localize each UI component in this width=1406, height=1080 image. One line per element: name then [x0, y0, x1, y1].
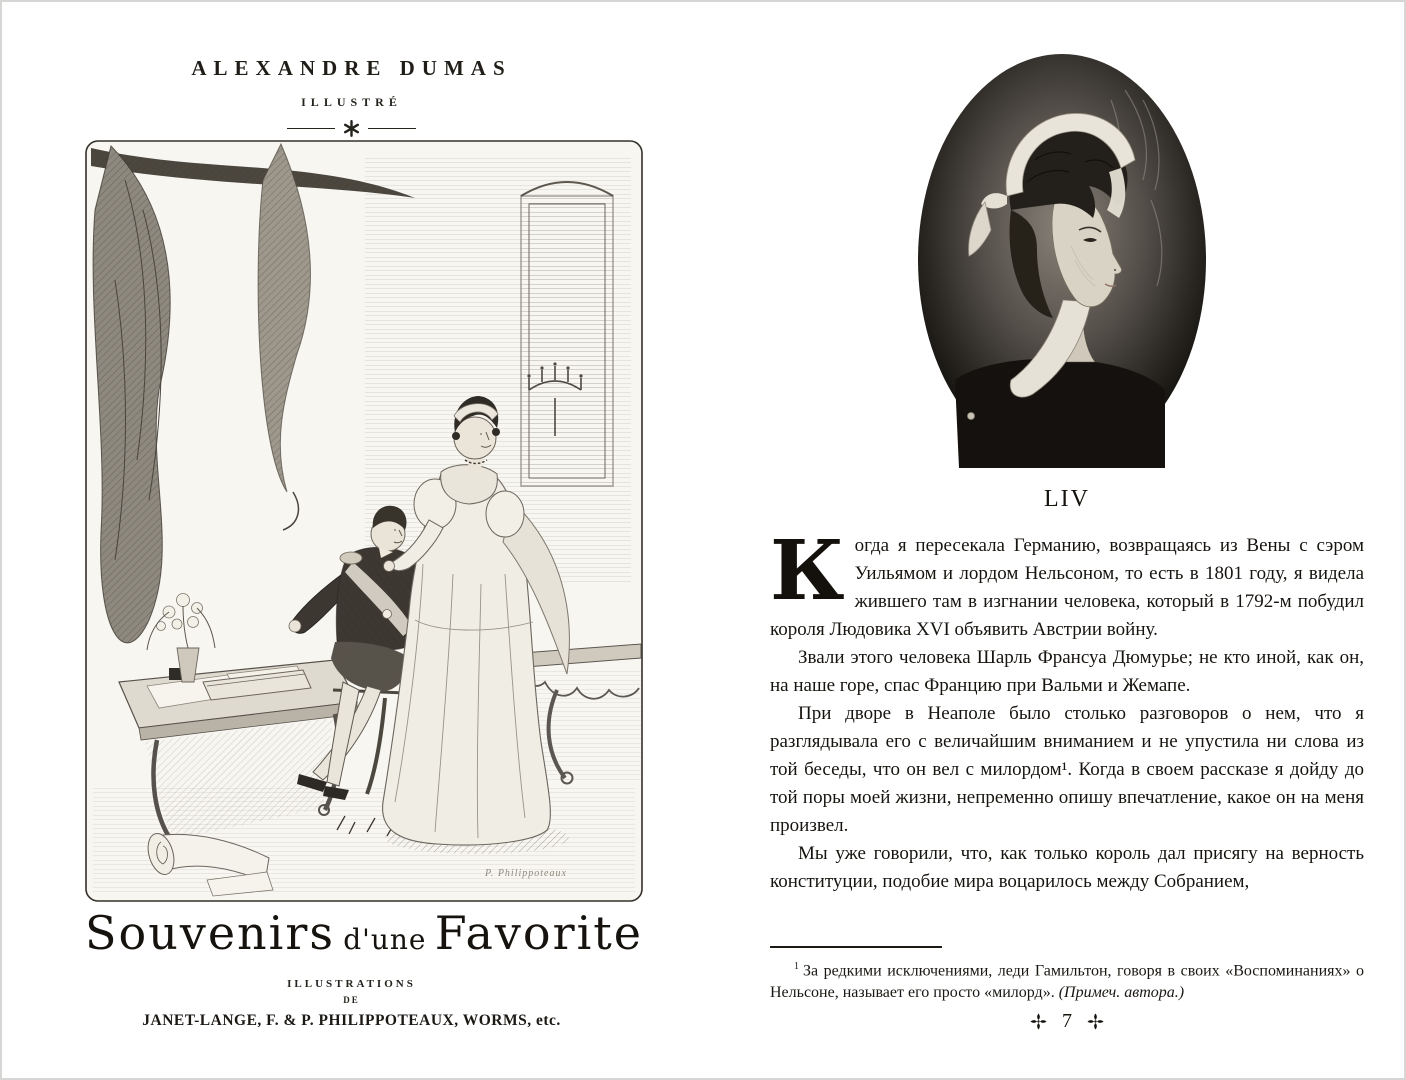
title-word-dune: d'une: [343, 923, 427, 956]
illustrations-de: DE: [343, 995, 360, 1005]
fleuron-icon: [1087, 1013, 1104, 1030]
paragraph-2: Звали этого человека Шарль Франсуа Дюмурье; не кто иной, как он, на наше горе, спас Францию при Вальми и Жемапе.: [770, 647, 1364, 696]
title-word-souvenirs: Souvenirs: [85, 906, 335, 960]
portrait-plate: [915, 50, 1210, 470]
page-footer: [770, 1010, 1364, 1033]
title-word-favorite: Favorite: [434, 906, 643, 960]
book-title: [85, 906, 643, 960]
rule-left: [287, 128, 335, 129]
page-number: 7: [1062, 1010, 1072, 1032]
illustrators-line: JANET-LANGE, F. & P. PHILIPPOTEAUX, WORMS, etc.: [142, 1012, 561, 1029]
paragraph-3: При дворе в Неаполе было столько разговоров о нем, что я разглядывала его с величайшим вниманием и не упустила ни слова из той беседы, что он вел с милордом¹. Когда в своем рассказе я дойду до той поры моей жизни, непременно опишу впечатление, какое он на меня произвел.: [770, 703, 1364, 836]
frontispiece-engraving: [85, 140, 643, 902]
fleuron-icon: [1030, 1013, 1047, 1030]
footnote-rule: [770, 946, 942, 948]
engraver-signature: P. Philippoteaux: [485, 868, 567, 879]
paragraph-1-text: огда я пересекала Германию, возвращаясь из Вены с сэром Уильямом и лордом Нельсоном, то есть в 1801 году, я видела жившего там в изгнании человека, который в 1792-м побудил короля Людовика XVI объявить Австрии войну.: [770, 535, 1364, 640]
chapter-heading: LIV: [1044, 486, 1090, 512]
edition-label: ILLUSTRÉ: [301, 95, 402, 109]
paragraph-1: [770, 523, 1364, 644]
body-text: [770, 523, 1364, 896]
paragraph-4: Мы уже говорили, что, как только король дал присягу на верность конституции, подобие мира воцарилось между Собранием,: [770, 843, 1364, 892]
right-page: [703, 0, 1406, 1080]
rule-right: [368, 128, 416, 129]
asterisk-ornament-icon: [343, 120, 360, 137]
footnote: [770, 956, 1364, 1004]
dropcap-initial: К: [770, 523, 845, 619]
header-ornament-rule: [276, 120, 426, 137]
author-name: ALEXANDRE DUMAS: [191, 56, 512, 80]
frontispiece-plate: [85, 140, 643, 902]
illustrations-heading: ILLUSTRATIONS: [287, 978, 416, 990]
portrait-engraving: [915, 50, 1210, 470]
footnote-attribution: (Примеч. автора.): [1058, 984, 1185, 1002]
footnote-marker: 1: [794, 961, 799, 972]
footnote-body: За редкими исключениями, леди Гамильтон, говоря в своих «Воспоминаниях» о Нельсоне, называет его просто «милорд».: [770, 962, 1364, 1002]
